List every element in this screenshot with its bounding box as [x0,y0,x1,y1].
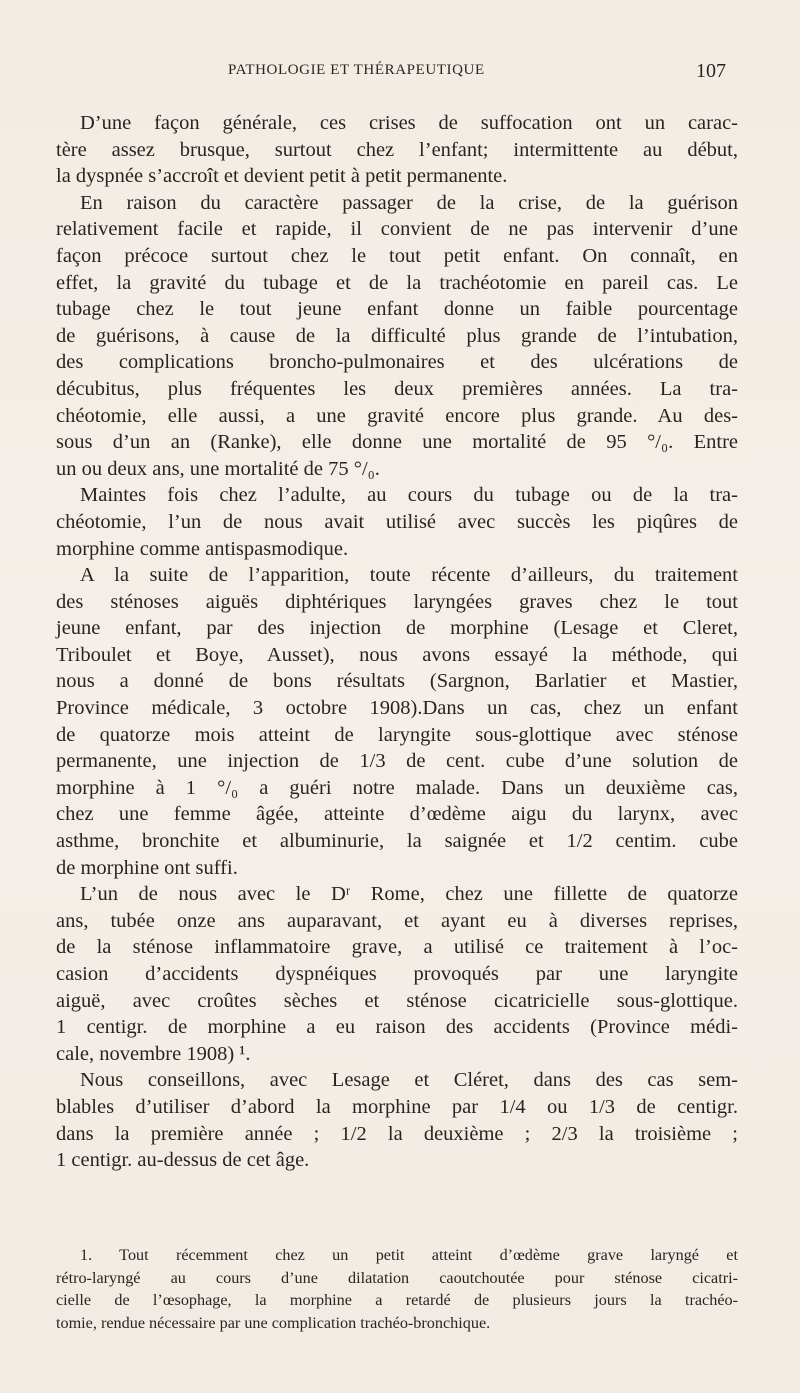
text-line: façon précoce surtout chez le tout petit enfant. On connaît, en [56,244,738,267]
footnote-line: rétro-laryngé au cours d’une dilatation caoutchoutée pour sténose cicatri- [56,1268,738,1287]
footnote-line: 1. Tout récemment chez un petit atteint d’œdème grave laryngé et [80,1246,738,1264]
text-line: ans, tubée onze ans auparavant, et ayant eu à diverses reprises, [56,909,738,932]
text-line: A la suite de l’apparition, toute récente d’ailleurs, du traitement [80,564,738,587]
text-line: 1 centigr. de morphine a eu raison des accidents (Province médi- [56,1016,738,1039]
text-line: morphine comme antispasmodique. [56,537,349,560]
text-line: aiguë, avec croûtes sèches et sténose cicatricielle sous-glottique. [56,989,738,1012]
page-number: 107 [696,60,726,82]
text-line: chez une femme âgée, atteinte d’œdème aigu du larynx, avec [56,803,738,826]
header-title: PATHOLOGIE ET THÉRAPEUTIQUE [228,62,485,78]
text-line: chéotomie, l’un de nous avait utilisé avec succès les piqûres de [56,510,738,533]
text-line: morphine à 1 °/₀ a guéri notre malade. Dans un deuxième cas, [56,776,738,799]
footnote-line: tomie, rendue nécessaire par une complication trachéo-bronchique. [56,1313,491,1332]
footnote-line: cielle de l’œsophage, la morphine a retardé de plusieurs jours la trachéo- [56,1291,738,1309]
text-line: Province médicale, 3 octobre 1908).Dans un cas, chez un enfant [56,697,738,720]
text-line: de la sténose inflammatoire grave, a utilisé ce traitement à l’oc- [56,936,738,959]
text-line: blables d’utiliser d’abord la morphine par 1/4 ou 1/3 de centigr. [56,1095,738,1118]
text-line: dans la première année ; 1/2 la deuxième ; 2/3 la troisième ; [56,1122,738,1145]
text-line: effet, la gravité du tubage et de la trachéotomie en pareil cas. Le [56,271,738,294]
text-line: de guérisons, à cause de la difficulté plus grande de l’intubation, [56,324,738,347]
text-line: sous d’un an (Ranke), elle donne une mortalité de 95 °/₀. Entre [56,431,738,454]
text-line: 1 centigr. au-dessus de cet âge. [56,1149,310,1172]
text-line: cale, novembre 1908) ¹. [56,1042,251,1065]
text-line: Maintes fois chez l’adulte, au cours du tubage ou de la tra- [80,484,738,507]
text-line: Nous conseillons, avec Lesage et Cléret, dans des cas sem- [80,1069,738,1092]
text-line: décubitus, plus fréquentes les deux premières années. La tra- [56,377,738,400]
text-line: un ou deux ans, une mortalité de 75 °/₀. [56,457,380,480]
text-line: casion d’accidents dyspnéiques provoqués par une laryngite [56,963,738,985]
text-line: relativement facile et rapide, il convient de ne pas intervenir d’une [56,218,738,241]
text-line: la dyspnée s’accroît et devient petit à petit permanente. [56,165,508,188]
text-line: chéotomie, elle aussi, a une gravité encore plus grande. Au des- [56,404,738,427]
text-line: jeune enfant, par des injection de morphine (Lesage et Cleret, [56,617,738,640]
running-header [46,60,726,86]
footnote-block [56,1244,738,1334]
text-line: nous a donné de bons résultats (Sargnon, Barlatier et Mastier, [56,670,738,693]
text-line: L’un de nous avec le Dʳ Rome, chez une fillette de quatorze [80,883,738,906]
text-line: des sténoses aiguës diphtériques laryngées graves chez le tout [56,590,738,613]
text-line: des complications broncho-pulmonaires et des ulcérations de [56,351,738,374]
text-line: tère assez brusque, surtout chez l’enfant; intermittente au début, [56,138,738,161]
text-line: En raison du caractère passager de la crise, de la guérison [80,191,738,214]
text-line: permanente, une injection de 1/3 de cent. cube d’une solution de [56,750,738,773]
text-line: de quatorze mois atteint de laryngite sous-glottique avec sténose [56,723,738,746]
body-text [56,110,738,1174]
text-line: Triboulet et Boye, Ausset), nous avons essayé la méthode, qui [56,643,738,666]
text-line: tubage chez le tout jeune enfant donne un faible pourcentage [56,298,738,321]
text-line: de morphine ont suffi. [56,856,238,879]
text-line: D’une façon générale, ces crises de suffocation ont un carac- [80,112,738,134]
text-line: asthme, bronchite et albuminurie, la saignée et 1/2 centim. cube [56,830,738,853]
